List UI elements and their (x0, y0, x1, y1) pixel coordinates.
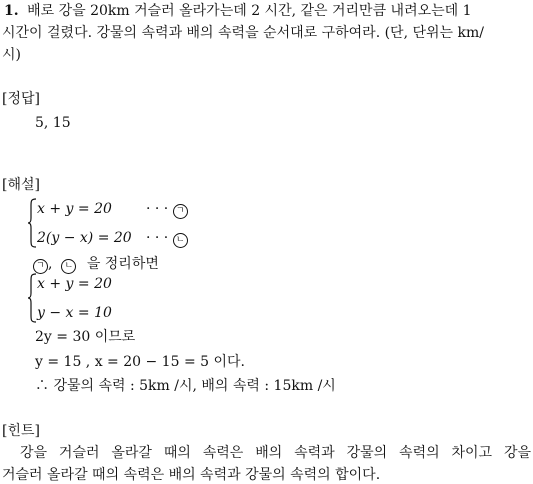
system1-marker1 (146, 201, 188, 219)
arrange-circle-icon-1: ㄱ (33, 259, 48, 274)
answer-heading: [정답] (2, 91, 40, 107)
hint-heading: [힌트] (2, 423, 40, 439)
marker2-circle-icon: ㄴ (173, 233, 188, 248)
system1-eq2-row (37, 230, 132, 246)
system1-eq2: 2(y − x) = 20 (37, 230, 132, 246)
problem-number: 1. (4, 3, 19, 19)
arrange-text: 을 정리하면 (86, 256, 159, 272)
arrange-circle-icon-2: ㄴ (61, 259, 76, 274)
system2-eq2-row (37, 305, 112, 321)
hint-line-1: 강을 거슬러 올라갈 때의 속력은 배의 속력과 강물의 속력의 차이고 강을 (20, 445, 531, 461)
arrange-line: ㄱ , ㄴ 을 정리하면 (33, 255, 159, 274)
system2-eq1: x + y = 20 (37, 276, 112, 292)
solution-line-2y: 2y = 30 이므로 (35, 329, 136, 345)
solution-heading: [해설] (2, 177, 40, 193)
hint-line-2: 거슬러 올라갈 때의 속력은 배의 속력과 강물의 속력의 합이다. (2, 467, 381, 483)
solution-line-y: y = 15 , x = 20 − 15 = 5 이다. (35, 354, 245, 370)
solution-conclusion: ∴ 강물의 속력 : 5km /시, 배의 속력 : 15km /시 (35, 378, 336, 394)
system1-eq1: x + y = 20 (37, 201, 112, 217)
system2-eq1-row (37, 276, 112, 292)
marker1-circle-icon: ㄱ (173, 204, 188, 219)
problem-line-1 (4, 2, 531, 20)
problem-text-1: 배로 강을 20km 거슬러 올라가는데 2 시간, 같은 거리만큼 내려오는데 1 (27, 3, 472, 19)
problem-line-3: 시) (2, 47, 21, 63)
system1-marker2 (146, 230, 188, 248)
system1-eq1-row (37, 201, 112, 217)
system2-eq2: y − x = 10 (37, 305, 112, 321)
system2-brace (27, 273, 37, 323)
marker2-dots: · · · (146, 230, 169, 246)
answer-value: 5, 15 (35, 115, 71, 131)
system1-brace (27, 198, 37, 248)
problem-line-2: 시간이 걸렸다. 강물의 속력과 배의 속력을 순서대로 구하여라. (단, 단위는 km/ (2, 25, 484, 41)
marker1-dots: · · · (146, 201, 169, 217)
